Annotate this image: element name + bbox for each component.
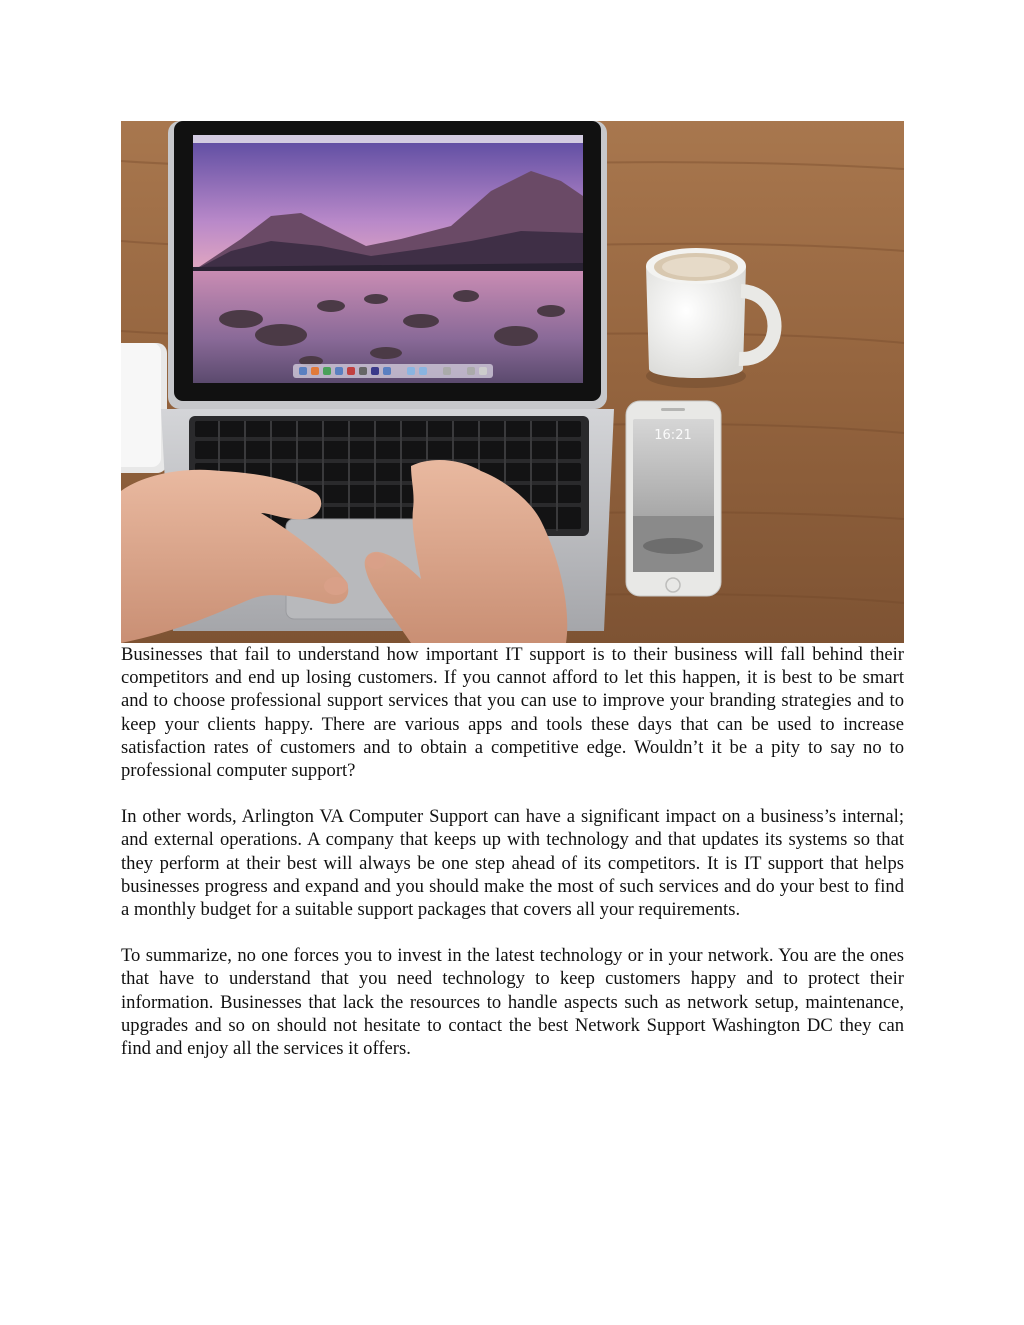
paragraph-1: Businesses that fail to understand how important IT support is to their business will fall behind their competitors and end up losing customers. If you cannot afford to let this happen, it is best to be smart and to choose professional support services that you can use to improve your branding strategies and to keep your clients happy. There are various apps and tools these days that can be used to increase satisfaction rates of customers and to obtain a competitive edge. Wouldn’t it be a pity to say no to professional computer support? [121,644,904,782]
article-body [121,643,904,1083]
phone-screen-time: 16:21 [654,428,692,443]
paragraph-3: To summarize, no one forces you to invest in the latest technology or in your network. You are the ones that have to understand that you need technology to keep customers happy and to protect their information. Businesses that lack the resources to handle aspects such as network setup, maintenance, upgrades and so on should not hesitate to contact the best Network Support Washington DC they can find and enjoy all the services it offers. [121,945,904,1060]
paragraph-2: In other words, Arlington VA Computer Support can have a significant impact on a business’s internal; and external operations. A company that keeps up with technology and that updates its systems so that they perform at their best will always be one step ahead of its competitors. It is IT support that helps businesses progress and expand and you should make the most of such services and do your best to find a monthly budget for a suitable support packages that covers all your requirements. [121,806,904,921]
laptop-desk-photo [121,121,904,643]
